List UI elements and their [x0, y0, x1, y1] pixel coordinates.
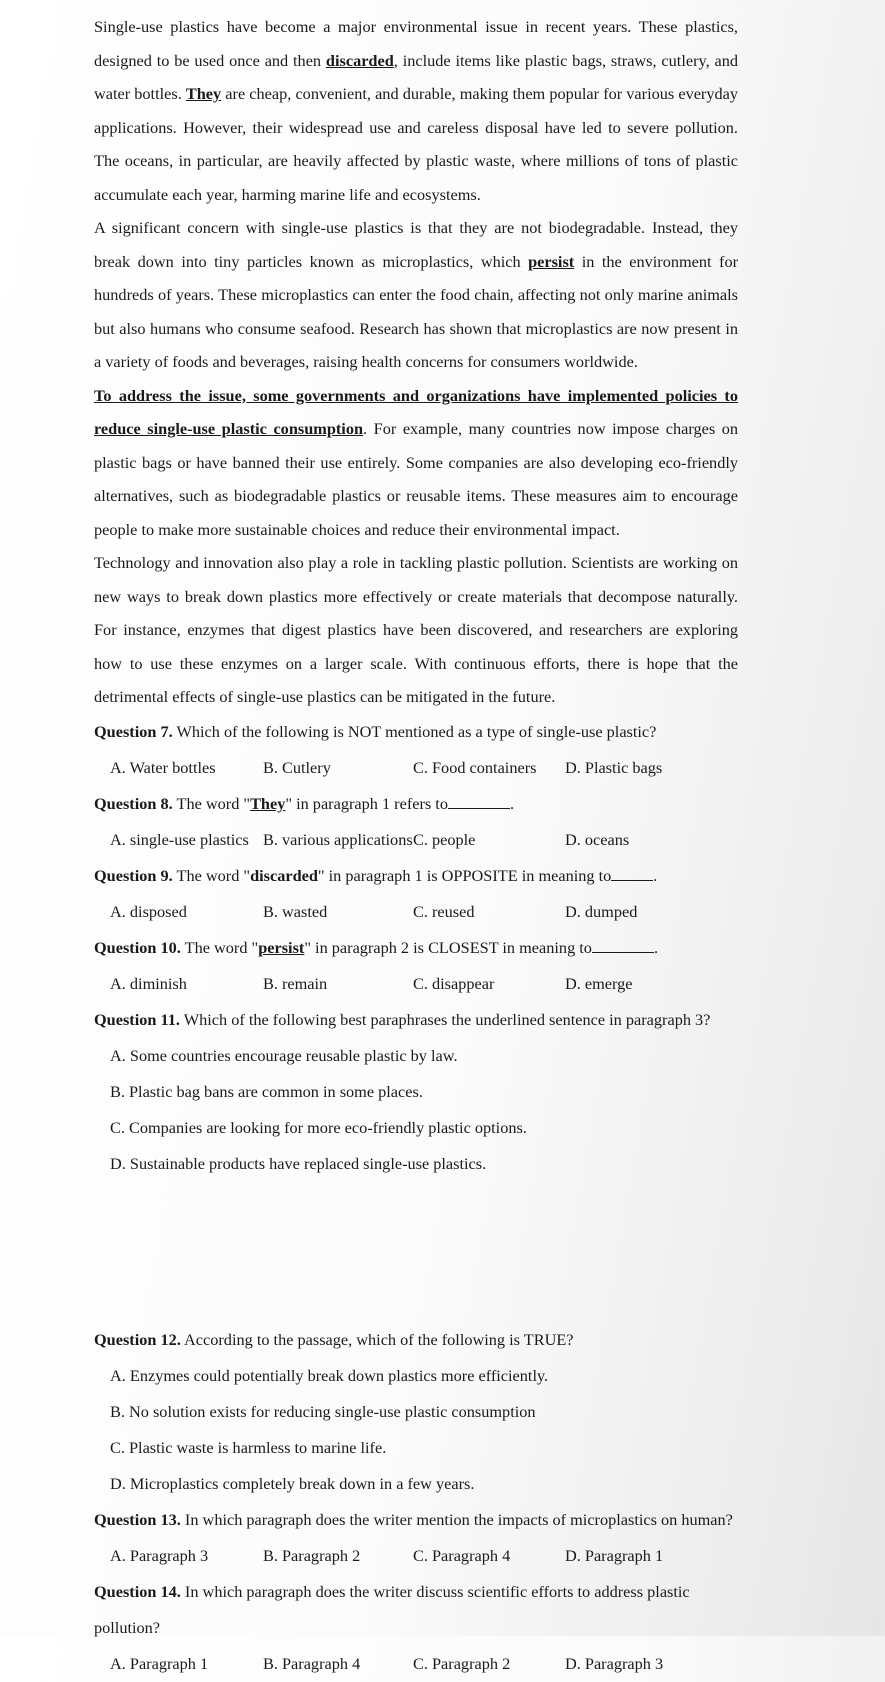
option-a[interactable]: A. Paragraph 1 — [110, 1653, 209, 1673]
option-a[interactable]: A. Paragraph 3 — [110, 1545, 209, 1565]
option-d[interactable]: D. oceans — [565, 829, 630, 849]
option-b[interactable]: B. No solution exists for reducing single-use plastic consumption — [110, 1401, 536, 1421]
question-12: Question 12. According to the passage, which of the following is TRUE? — [94, 1329, 574, 1349]
paragraph-3: To address the issue, some governments and organizations have implemented policies to reduce single-use plastic consumption. For example, many countries now impose charges on plastic bags or have banned their use entirely. Some companies are also developing eco-friendly alternatives, such as biodegradable plastics or reusable items. These measures aim to encourage people to make more sustainable choices and reduce their environmental impact. — [94, 385, 738, 539]
option-c[interactable]: C. people — [413, 829, 476, 849]
option-a[interactable]: A. disposed — [110, 901, 187, 921]
reading-passage — [94, 10, 738, 1682]
paragraph-2: A significant concern with single-use plastics is that they are not biodegradable. Instead, they break down into tiny particles known as microplastics, which persist in the environment for hundreds of years. These microplastics can enter the food chain, affecting not only marine animals but also humans who consume seafood. Research has shown that microplastics are now present in a variety of foods and beverages, raising health concerns for consumers worldwide. — [94, 218, 739, 371]
question-7-options — [110, 750, 738, 786]
option-c[interactable]: C. disappear — [413, 973, 495, 993]
question-10: Question 10. The word "persist" in paragraph 2 is CLOSEST in meaning to . — [94, 937, 659, 957]
option-d[interactable]: D. emerge — [565, 973, 633, 993]
paragraph-1: Single-use plastics have become a major environmental issue in recent years. These plastics, designed to be used once and then discarded, include items like plastic bags, straws, cutlery, and water bottles. They are cheap, convenient, and durable, making them popular for various everyday applications. However, their widespread use and careless disposal have led to severe pollution. The oceans, in particular, are heavily affected by plastic waste, where millions of tons of plastic accumulate each year, harming marine life and ecosystems. — [94, 17, 739, 204]
question-10-options — [110, 966, 738, 1002]
question-11: Question 11. Which of the following best paraphrases the underlined sentence in paragraph 3? — [94, 1009, 711, 1029]
option-b[interactable]: B. wasted — [263, 901, 328, 921]
underlined-word-persist: persist — [258, 937, 305, 957]
question-9-options — [110, 894, 738, 930]
option-c[interactable]: C. Food containers — [413, 757, 537, 777]
option-c[interactable]: C. Paragraph 4 — [413, 1545, 511, 1565]
quoted-word-discarded: discarded — [250, 865, 318, 885]
option-c[interactable]: C. Paragraph 2 — [413, 1653, 511, 1673]
option-a[interactable]: A. single-use plastics — [110, 829, 249, 849]
question-9: Question 9. The word "discarded" in paragraph 1 is OPPOSITE in meaning to . — [94, 865, 658, 885]
option-d[interactable]: D. Microplastics completely break down in a few years. — [110, 1473, 475, 1493]
underlined-sentence: To address the issue, some governments and organizations have implemented policies to reduce single-use plastic consumption — [94, 385, 738, 438]
answer-blank — [448, 794, 510, 809]
option-b[interactable]: B. various applications — [263, 829, 413, 849]
option-d[interactable]: D. Paragraph 1 — [565, 1545, 664, 1565]
option-b[interactable]: B. Plastic bag bans are common in some places. — [110, 1081, 423, 1101]
option-d[interactable]: D. dumped — [565, 901, 638, 921]
option-a[interactable]: A. Enzymes could potentially break down plastics more efficiently. — [110, 1365, 549, 1385]
question-8-options — [110, 822, 738, 858]
option-c[interactable]: C. Plastic waste is harmless to marine life. — [110, 1437, 387, 1457]
option-d[interactable]: D. Plastic bags — [565, 757, 663, 777]
paragraph-4: Technology and innovation also play a role in tackling plastic pollution. Scientists are working on new ways to break down plastics more effectively or create materials that decompose naturally. For instance, enzymes that digest plastics have been discovered, and researchers are exploring how to use these enzymes on a larger scale. With continuous efforts, there is hope that the detrimental effects of single-use plastics can be mitigated in the future. — [94, 553, 738, 706]
question-8: Question 8. The word "They" in paragraph 1 refers to . — [94, 793, 515, 813]
option-b[interactable]: B. remain — [263, 973, 328, 993]
blank-space — [94, 1182, 738, 1322]
option-c[interactable]: C. reused — [413, 901, 475, 921]
answer-blank — [611, 866, 653, 881]
option-a[interactable]: A. diminish — [110, 973, 187, 993]
option-c[interactable]: C. Companies are looking for more eco-friendly plastic options. — [110, 1117, 527, 1137]
question-14-options — [110, 1646, 738, 1682]
option-b[interactable]: B. Paragraph 4 — [263, 1653, 361, 1673]
option-b[interactable]: B. Paragraph 2 — [263, 1545, 361, 1565]
question-13: Question 13. In which paragraph does the writer mention the impacts of microplastics on human? — [94, 1509, 733, 1529]
option-a[interactable]: A. Some countries encourage reusable plastic by law. — [110, 1045, 458, 1065]
option-a[interactable]: A. Water bottles — [110, 757, 216, 777]
underlined-word-they: They — [185, 84, 222, 103]
option-d[interactable]: D. Paragraph 3 — [565, 1653, 664, 1673]
question-13-options — [110, 1538, 738, 1574]
underlined-word-discarded: discarded — [325, 50, 394, 70]
answer-blank — [592, 938, 654, 953]
underlined-word-persist: persist — [528, 251, 575, 271]
question-7: Question 7. Which of the following is NOT mentioned as a type of single-use plastic? — [94, 721, 657, 741]
question-14: Question 14. In which paragraph does the writer discuss scientific efforts to address plastic pollution? — [94, 1581, 690, 1637]
option-b[interactable]: B. Cutlery — [263, 757, 331, 777]
option-d[interactable]: D. Sustainable products have replaced single-use plastics. — [110, 1153, 487, 1173]
underlined-word-they: They — [250, 793, 286, 813]
